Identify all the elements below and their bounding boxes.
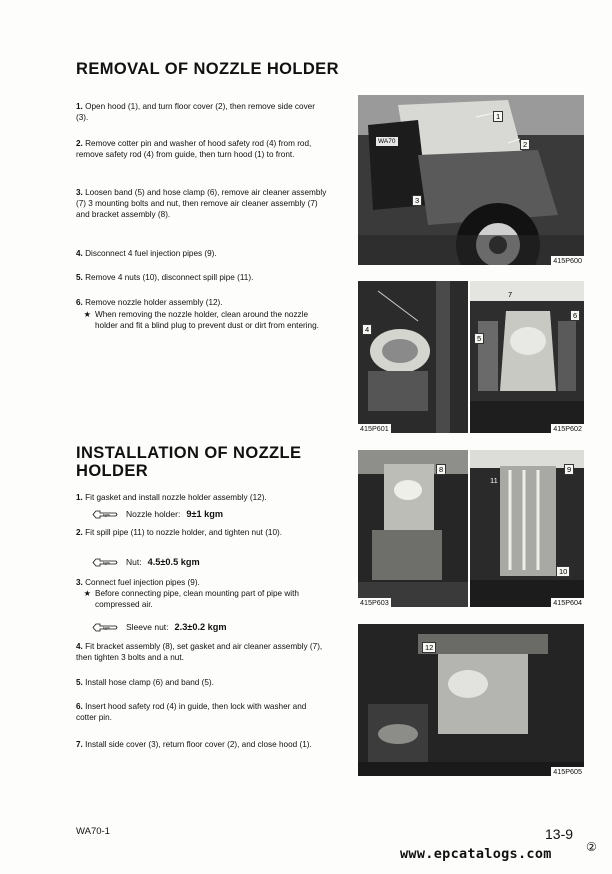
callout-5: 5 [474,333,484,344]
section-title-line-2: HOLDER [76,462,149,480]
step-number: 1. [76,493,83,502]
step-number: 5. [76,273,83,282]
model-badge: WA70 [378,138,396,145]
svg-text:kgm: kgm [103,512,110,517]
removal-note [76,309,328,331]
torque-spec-2 [92,556,200,568]
spec-label: Nozzle holder: [126,509,181,519]
callout-3: 3 [412,195,422,206]
callout-1: 1 [493,111,503,122]
photo-caption: 415P603 [360,598,389,607]
step-number: 2. [76,528,83,537]
torque-wrench-icon [92,623,118,632]
photo-415p604 [470,450,584,607]
note-text: Before connecting pipe, clean mounting part of pipe with compressed air. [95,589,299,609]
star-icon: ★ [83,310,91,319]
callout-10: 10 [556,566,570,577]
spec-value: 4.5±0.5 kgm [147,557,200,567]
photo-415p605 [358,624,584,776]
photo-415p602 [470,281,584,433]
callout-2: 2 [520,139,530,150]
install-note [76,588,328,610]
install-step-5 [76,677,328,688]
step-number: 3. [76,578,83,587]
torque-spec-1 [92,508,223,520]
torque-wrench-icon [92,558,118,567]
step-text: Loosen band (5) and hose clamp (6), remove air cleaner assembly (7) 3 mounting bolts and nut, then remove air cleaner assembly (7) and bracket assembly (8). [76,188,327,219]
step-number: 6. [76,702,83,711]
step-number: 7. [76,740,83,749]
callout-8: 8 [436,464,446,475]
photo-caption: 415P600 [553,256,582,265]
install-step-1 [76,492,328,503]
watermark-text: www.epcatalogs.com [400,846,552,862]
step-text: Fit gasket and install nozzle holder assembly (12). [85,493,267,502]
install-step-2 [76,527,328,538]
install-step-7 [76,739,328,750]
step-number: 1. [76,102,83,111]
section-title-installation [76,444,301,480]
step-number: 3. [76,188,83,197]
step-text: Open hood (1), and turn floor cover (2), then remove side cover (3). [76,102,315,122]
callout-9: 9 [564,464,574,475]
torque-spec-3 [92,621,227,633]
photo-caption: 415P605 [553,767,582,776]
note-text: When removing the nozzle holder, clean around the nozzle holder and fit a blind plug to prevent dust or dirt from entering. [95,310,319,330]
removal-step-3 [76,187,328,220]
step-number: 4. [76,642,83,651]
section-title-removal: REMOVAL OF NOZZLE HOLDER [76,60,339,78]
spec-value: 2.3±0.2 kgm [174,622,227,632]
step-text: Insert hood safety rod (4) in guide, then lock with washer and cotter pin. [76,702,307,722]
photo-caption: 415P601 [360,424,389,433]
photo-caption: 415P604 [553,598,582,607]
install-step-6 [76,701,328,723]
step-number: 5. [76,678,83,687]
callout-12: 12 [422,642,436,653]
callout-11: 11 [490,476,498,485]
step-text: Connect fuel injection pipes (9). [85,578,200,587]
callout-4: 4 [362,324,372,335]
spec-label: Nut: [126,557,142,567]
photo-415p600-loader [358,95,584,265]
removal-step-4 [76,248,328,259]
step-text: Remove nozzle holder assembly (12). [85,298,223,307]
spec-value: 9±1 kgm [186,509,224,519]
step-number: 4. [76,249,83,258]
svg-text:kgm: kgm [103,560,110,565]
spec-label: Sleeve nut: [126,622,169,632]
step-number: 2. [76,139,83,148]
removal-step-1 [76,101,328,123]
step-text: Fit spill pipe (11) to nozzle holder, and tighten nut (10). [85,528,283,537]
callout-7: 7 [508,290,513,299]
step-text: Disconnect 4 fuel injection pipes (9). [85,249,217,258]
callout-6: 6 [570,310,580,321]
page-number: 13-9 [545,826,574,842]
torque-wrench-icon [92,510,118,519]
step-text: Install side cover (3), return floor cover (2), and close hood (1). [85,740,312,749]
revision-mark: ② [586,840,597,854]
step-number: 6. [76,298,83,307]
step-text: Remove 4 nuts (10), disconnect spill pipe (11). [85,273,254,282]
removal-step-5 [76,272,328,283]
section-title-line-1: INSTALLATION OF NOZZLE [76,444,302,462]
install-step-3 [76,577,328,588]
footer-model: WA70-1 [76,826,110,837]
star-icon: ★ [83,589,91,598]
photo-caption: 415P602 [553,424,582,433]
step-text: Remove cotter pin and washer of hood safety rod (4) from rod, remove safety rod (4) from guide, then turn hood (1) to front. [76,139,312,159]
step-text: Fit bracket assembly (8), set gasket and air cleaner assembly (7), then tighten 3 bolts and a nut. [76,642,323,662]
photo-415p603 [358,450,468,607]
svg-text:kgm: kgm [103,625,110,630]
removal-step-6 [76,297,328,308]
install-step-4 [76,641,328,663]
removal-step-2 [76,138,328,160]
step-text: Install hose clamp (6) and band (5). [85,678,214,687]
photo-415p601 [358,281,468,433]
